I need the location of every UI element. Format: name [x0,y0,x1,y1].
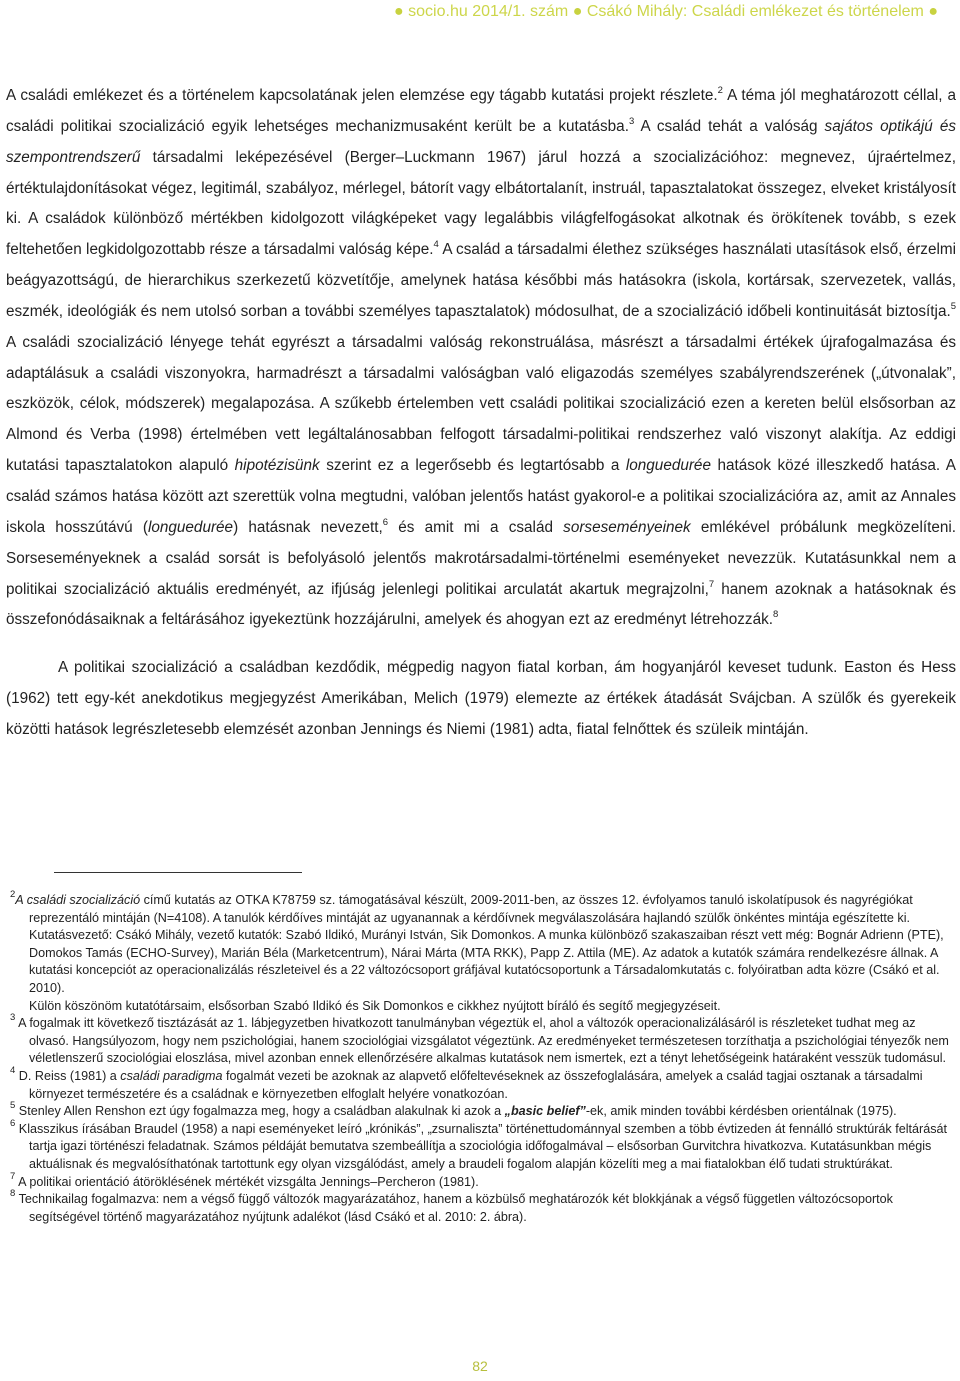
footnote-ref-5[interactable]: 5 [950,300,956,312]
header-site: socio.hu [408,3,468,20]
footnote-8 [6,1188,956,1226]
italic-text: „basic belief” [504,1104,586,1119]
footnote-number: 3 [10,1012,16,1024]
footnote-ref-6[interactable]: 6 [382,516,389,528]
footnote-number: 5 [10,1100,16,1112]
italic-text: hipotézisünk [234,457,320,475]
text-span: ) hatásnak nevezett, [233,518,383,536]
italic-text: longuedurée [625,457,711,475]
footnotes [6,889,956,1226]
italic-text: családi paradigma [120,1068,223,1083]
italic-text: sajátos optikájú és szempontrendszerű [6,117,956,166]
article-body [6,81,956,746]
footnote-7 [6,1170,956,1192]
footnote-number: 6 [10,1117,16,1129]
footnote-text: D. Reiss (1981) a [18,1068,121,1083]
footnote-2 [6,889,956,998]
footnote-text: Klasszikus írásában Braudel (1958) a napi eseményeket leíró „krónikás”, „zsurnaliszta” történettudománnyal szemben a több évtizeden át fennálló struktúrák feltárását tartja igazi történészi feladatnak. Számos példáját bemutatva szembeállítja a szociológia időfogalmával – elsősorban Gurvitchra hivatkozva. Kutatásunkban mégis aktuálisnak és megvalósíthatónak tartottunk egy olyan vizsgálódást, amely a braudeli fogalom alapján közelíti meg a mai fiatalokban élő tudati struktúrákat. [18,1121,948,1171]
footnote-number: 4 [10,1064,16,1076]
footnote-number: 2 [10,889,16,900]
page-number: 82 [472,1358,488,1374]
bullet-icon: ● [928,3,938,20]
footnote-text: Stenley Allen Renshon ezt úgy fogalmazza meg, hogy a családban alakulnak ki azok a [18,1104,505,1119]
footnote-number: 7 [10,1170,16,1182]
footnote-number: 8 [10,1188,16,1200]
bullet-icon: ● [394,3,404,20]
running-header [0,0,960,24]
italic-text: A családi szocializáció [15,893,141,907]
footnote-ref-8[interactable]: 8 [772,609,779,621]
footnote-text: A politikai orientáció átöröklésének mértékét vizsgálta Jennings–Percheron (1981). [18,1174,479,1189]
text-span: hatások közé illeszkedő hatása. A család számos hatása között azt szerettük volna megtudni, valóban jelentős hatást gyakorol-e a politikai szocializációra az, amit az Annales iskola hosszútávú ( [6,457,956,536]
italic-text: longuedurée [148,518,234,536]
text-span: szerint ez a legerősebb és legtartósabb a [319,457,626,475]
text-span: A családi szocializáció lényege tehát egyrészt a társadalmi valóság rekonstruálása, másrészt a társadalmi értékek újrafogalmazása és adaptálásuk a családi viszonyokra, harmadrészt a társadalmi valóságban való eligazodás személyes szabályrendszerének („útvonalak”, eszközök, célok, módszerek) megalapozása. A szűkebb értelemben vett családi politikai szocializáció ezen a kereten belül elsősorban az Almond és Verba (1998) értelmében vett legáltalánosabban felfogott társadalmi-politikai rendszerhez való viszonyt alakítja. Az eddigi kutatási tapasztalatokon alapuló [6,333,956,475]
text-span: A család a társadalmi élethez szükséges használati utasítások első, érzelmi beágyazottságú, de hierarchikus szerkezetű közvetítője, amelynek hatása későbbi más hatásokra (iskola, kortársak, szervezetek, vallás, eszmék, ideológiák és nem utolsó sorban a további személyes tapasztalatok) módosulhat, de a szocializáció időbeli kontinuitását biztosítja. [6,241,956,320]
footnote-text: A fogalmak itt következő tisztázását az 1. lábjegyzetben hivatkozott tanulmányban végeztük el, ahol a változók operacionalizálásáról is részleteket tudhat meg az olvasó. Hangsúlyozom, hogy nem pszichológiai, hanem szociológiai vizsgálatot végeztünk. Az eredményeket természetesen torzíthatja a pszichológiai tényezők nem véletlenszerű szociológiai eloszlása, mivel azonban ennek ellenőrzésére alkalmas kutatások nem ismertek, ezt a tényt lehetőségeink határaként vesszük tudomásul. [18,1016,949,1066]
bullet-icon: ● [572,3,583,20]
footnote-ref-7[interactable]: 7 [708,578,715,590]
text-span: társadalmi leképezésével (Berger–Luckmann 1967) járul hozzá a szocializációhoz: megnevez, újraértelmez, értéktulajdonításokat végez, legitimál, szabályoz, mérlegel, bátorít vagy elbátortalanít, instruál, tapasztalatokat összegez, elveket kristályosít ki. A családok különböző mértékben kidolgozott világképeket vagy legalábbis világfelfogásokat alkotnak és örökítenek tovább, s ezek feltehetően legkidolgozottabb része a társadalmi valóság képe. [6,148,956,259]
text-span: A téma jól meghatározott céllal, a családi politikai szocializáció egyik lehetséges mechanizmusaként került be a kutatásba. [6,87,956,135]
footnote-3 [6,1012,956,1068]
text-span: hanem azoknak a hatásoknak és összefonódásaiknak a feltárásához igyekeztünk hozzájárulni, amelyek és ahogyan ezt az eredményt létrehozzák. [6,580,956,629]
footnote-2-thanks: Külön köszönöm kutatótársaim, elsősorban Szabó Ildikó és Sik Domonkos e cikkhez nyújtott bíráló és segítő megjegyzéseit. [29,998,721,1013]
footnote-ref-3[interactable]: 3 [628,115,635,127]
text-span: A család tehát a valóság [634,117,825,135]
footnote-ref-4[interactable]: 4 [433,239,439,251]
header-issue: 2014/1. szám [472,3,569,20]
footnote-5 [6,1100,956,1121]
text-span: emlékével próbálunk megközelíteni. Sorseseményeknek a család sorsát is befolyásoló jelentős makrotársadalmi-történelmi eseményeket nevezzük. Kutatásunkkal nem a politikai szocializáció aktuális eredményét, az ifjúság jelenlegi politikai arculatát akartuk megrajzolni, [6,518,957,598]
paragraph-1 [6,81,956,636]
footnote-6 [6,1117,956,1174]
footnote-divider [54,872,302,873]
header-title: Csákó Mihály: Családi emlékezet és történelem [586,3,924,20]
paragraph-2: A politikai szocializáció a családban kezdődik, mégpedig nagyon fiatal korban, ám hogyanjáról keveset tudunk. Easton és Hess (1962) tett egy-két anekdotikus megjegyzést Amerikában, Melich (1979) elemezte az értékek átadását Svájcban. A szülők és gyerekeik közötti hatások legrészletesebb elemzését azonban Jennings és Niemi (1981) adta, fiatal felnőttek és szüleik mintáján. [6,659,956,738]
footnote-text: fogalmát vezeti be azoknak az alapvető előfeltevéseknek az összefoglalására, amelyek a család tagjai osztanak a társadalmi környezet természetére és a családnak e környezetben elfoglalt helyére vonatkozóan. [29,1068,923,1101]
footnote-text: -ek, amik minden további kérdésben orientálnak (1975). [585,1104,897,1119]
footnote-4 [6,1064,956,1103]
footnote-text: Technikailag fogalmazva: nem a végső függő változók magyarázatához, hanem a közbülső meghatározók két blokkjának a végső független változócsoportok segítségével történő magyarázatához nyújtunk adalékot (lásd Csákó et al. 2010: 2. ábra). [18,1192,893,1224]
text-span: és amit mi a család [388,518,564,536]
text-span: A családi emlékezet és a történelem kapcsolatának jelen elemzése egy tágabb kutatási projekt részlete. [6,87,718,104]
footnote-ref-2[interactable]: 2 [717,85,723,96]
italic-text: sorseseményeinek [563,518,691,536]
footnote-text: című kutatás az OTKA K78759 sz. támogatásával készült, 2009-2011-ben, az összes 12. évfolyamos tanuló iskolatípusok és nagyrégiókat reprezentáló mintáján (N=4108). A tanulók kérdőíves mintáját az ugyanannak a kérdőívnek megválaszolására hajlandó szülők önkéntes mintája egészítette ki. Kutatásvezető: Csákó Mihály, vezető kutatók: Szabó Ildikó, Murányi István, Sik Domonkos. A munka különböző szakaszaiban részt vett még: Bognár Adrienn (PTE), Domokos Tamás (ECHO-Survey), Marián Béla (Marketcentrum), Nárai Márta (MTA RKK), Papp Z. Attila (ME). Az adatok a kutatók számára rendelkezésre állnak. A kutatási koncepciót az operacionalizálás részleteivel és a 22 változócsoport gráfjával kutatócsoportunk a Társadalomkutatás c. folyóiratban adta közre (Csákó et al. 2010). [29,893,944,995]
